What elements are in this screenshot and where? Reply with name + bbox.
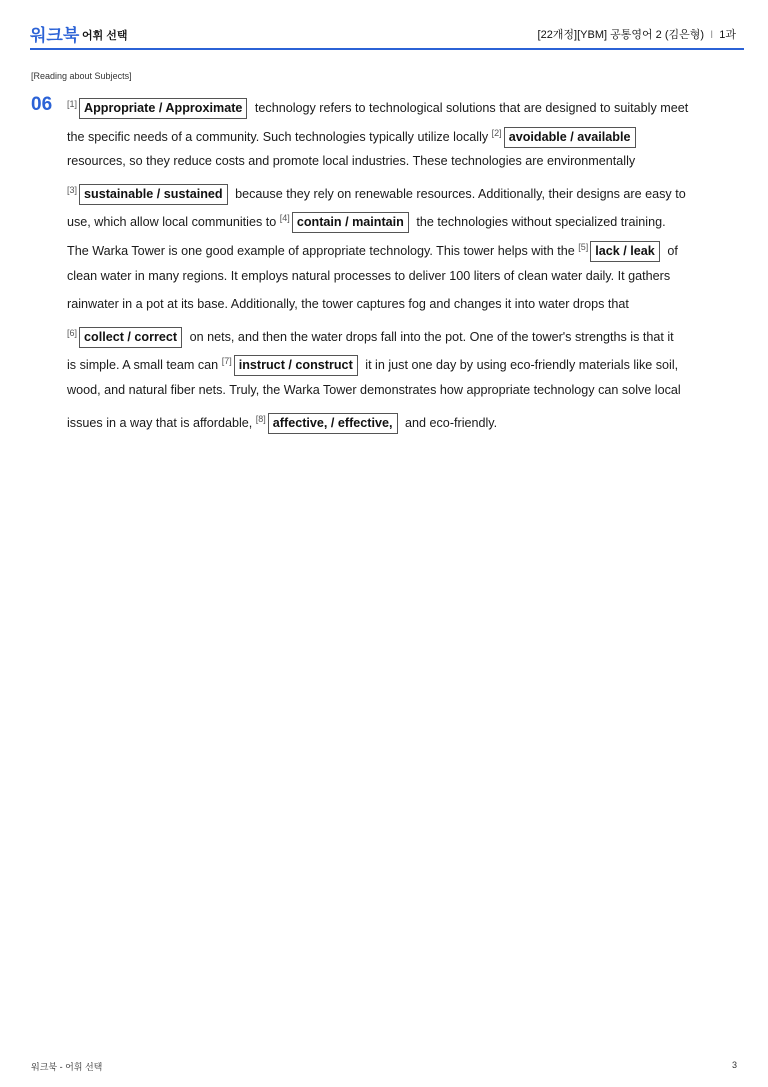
choice-box-4[interactable]: contain / maintain (292, 212, 409, 233)
book-title: [22개정][YBM] 공통영어 2 (김은형) (537, 29, 705, 41)
passage-line (67, 204, 747, 233)
passage-line (67, 347, 747, 376)
passage-text: rainwater in a pot at its base. Additionally, the tower captures fog and changes it into water drops that (67, 297, 629, 312)
section-label: [Reading about Subjects] (31, 71, 132, 81)
passage-text: issues in a way that is affordable, (67, 415, 253, 430)
passage-text: wood, and natural fiber nets. Truly, the Warka Tower demonstrates how appropriate technology can solve local (67, 382, 681, 397)
passage-line (67, 147, 747, 176)
passage-text: resources, so they reduce costs and promote local industries. These technologies are environmentally (67, 154, 636, 169)
choice-box-2[interactable]: avoidable / available (504, 127, 636, 148)
passage-text: the technologies without specialized training. (416, 215, 666, 230)
reading-passage (67, 90, 747, 433)
page-number: 3 (731, 1060, 737, 1070)
passage-line (67, 319, 747, 348)
passage-line (67, 376, 747, 405)
passage-line (67, 176, 747, 205)
passage-line (67, 290, 747, 319)
choice-box-3[interactable]: sustainable / sustained (79, 184, 228, 205)
passage-text: and eco-friendly. (405, 415, 498, 430)
passage-text: technology refers to technological solutions that are designed to suitably meet (254, 101, 689, 115)
blank-marker: [1] (67, 99, 78, 109)
passage-text: The Warka Tower is one good example of appropriate technology. This tower helps with the (67, 243, 575, 258)
header-separator: I (710, 29, 714, 41)
blank-marker: [6] (67, 327, 78, 338)
passage-text: clean water in many regions. It employs natural processes to deliver 100 liters of clean water daily. It gathers (67, 268, 671, 283)
question-number: 06 (31, 94, 53, 115)
passage-line (67, 262, 747, 291)
blank-marker: [4] (279, 213, 290, 224)
page-header (30, 18, 744, 50)
blank-marker: [2] (491, 127, 502, 138)
passage-line (67, 233, 747, 262)
passage-line (67, 405, 747, 434)
choice-box-1[interactable]: Appropriate / Approximate (79, 98, 247, 119)
footer-label: 워크북 - 어휘 선택 (31, 1062, 103, 1072)
passage-text: of (667, 243, 678, 258)
passage-line (67, 119, 747, 148)
blank-marker: [5] (578, 241, 589, 252)
brand-subtitle: 어휘 선택 (82, 30, 128, 42)
lesson-label: 1과 (719, 29, 736, 41)
passage-text: use, which allow local communities to (67, 215, 277, 230)
blank-marker: [3] (67, 184, 78, 195)
passage-text: because they rely on renewable resources. Additionally, their designs are easy to (235, 186, 686, 201)
choice-box-7[interactable]: instruct / construct (234, 355, 358, 376)
blank-marker: [7] (221, 356, 232, 367)
book-info (538, 26, 736, 42)
passage-text: the specific needs of a community. Such technologies typically utilize locally (67, 129, 489, 144)
choice-box-6[interactable]: collect / correct (79, 327, 182, 348)
choice-box-5[interactable]: lack / leak (590, 241, 660, 262)
choice-box-8[interactable]: affective, / effective, (268, 413, 398, 434)
passage-text: it in just one day by using eco-friendly materials like soil, (365, 358, 679, 373)
passage-line (67, 90, 747, 119)
blank-marker: [8] (255, 413, 266, 424)
brand-title: 워크북 (30, 26, 80, 45)
passage-text: is simple. A small team can (67, 358, 219, 373)
passage-text: on nets, and then the water drops fall into the pot. One of the tower's strengths is that it (189, 329, 674, 344)
